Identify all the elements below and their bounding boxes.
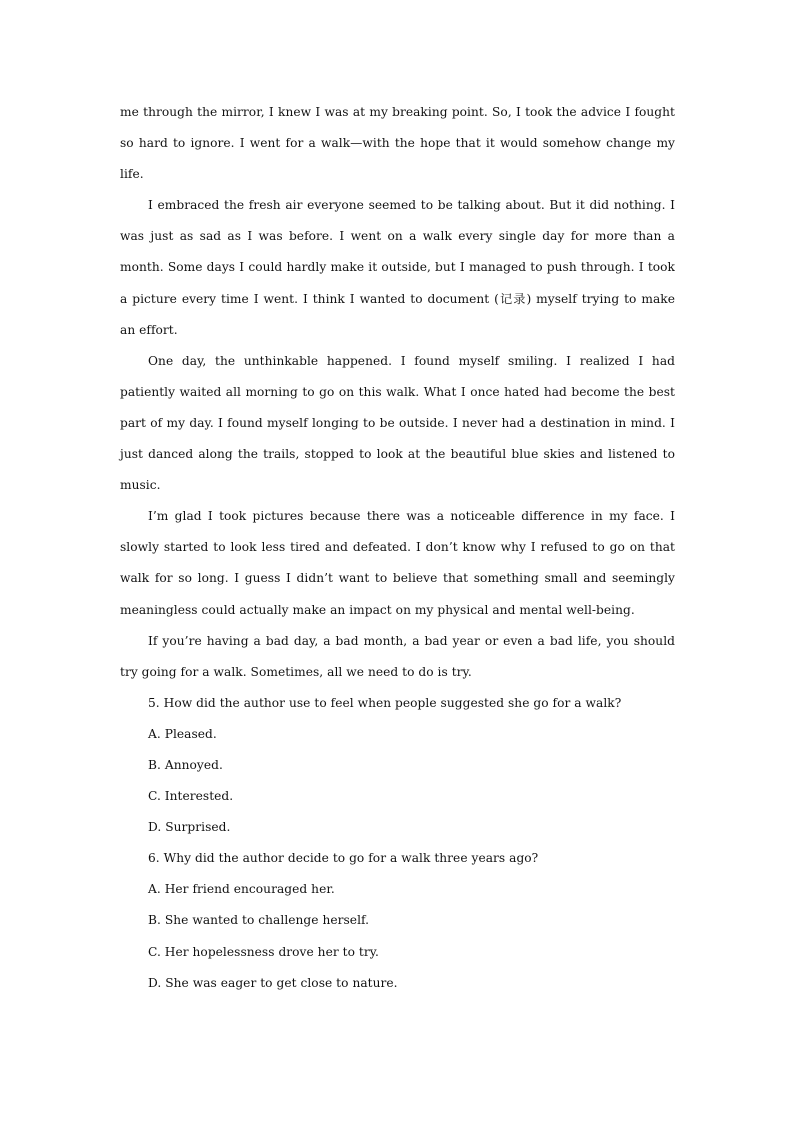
- answer-option-b: B. She wanted to challenge herself.: [148, 913, 370, 928]
- answer-option-c: C. Interested.: [148, 789, 234, 804]
- answer-option-a: A. Pleased.: [148, 726, 217, 741]
- question-stem: 5. How did the author use to feel when people suggested she go for a walk?: [148, 695, 622, 710]
- passage-paragraph: I embraced the fresh air everyone seemed to be talking about. But it did nothing. I was just as sad as I was before. I went on a walk every single day for more than a month. Some days I could hardly make it outside, but I managed to push through. I took a picture every time I went. I think I wanted to document (记录) myself trying to make an effort.: [120, 198, 675, 337]
- question-stem: 6. Why did the author decide to go for a walk three years ago?: [148, 851, 539, 866]
- answer-option-d: D. Surprised.: [148, 820, 231, 835]
- answer-option-c: C. Her hopelessness drove her to try.: [148, 944, 379, 959]
- answer-option-a: A. Her friend encouraged her.: [148, 882, 335, 897]
- passage-paragraph: One day, the unthinkable happened. I found myself smiling. I realized I had patiently waited all morning to go on this walk. What I once hated had become the best part of my day. I found myself longing to be outside. I never had a destination in mind. I just danced along the trails, stopped to look at the beautiful blue skies and listened to music.: [120, 353, 675, 493]
- passage-paragraph: I’m glad I took pictures because there was a noticeable difference in my face. I slowly started to look less tired and defeated. I don’t know why I refused to go on that walk for so long. I guess I didn’t want to believe that something small and seemingly meaningless could actually make an impact on my physical and mental well-being.: [120, 509, 675, 617]
- question-6: [120, 843, 675, 998]
- answer-option-d: D. She was eager to get close to nature.: [148, 975, 398, 990]
- document-body: [120, 97, 675, 999]
- passage-paragraph: If you’re having a bad day, a bad month, a bad year or even a bad life, you should try going for a walk. Sometimes, all we need to do is try.: [120, 633, 675, 679]
- question-5: [120, 688, 675, 843]
- answer-option-b: B. Annoyed.: [148, 757, 223, 772]
- passage-paragraph: me through the mirror, I knew I was at my breaking point. So, I took the advice I fought so hard to ignore. I went for a walk—with the hope that it would somehow change my life.: [120, 105, 675, 182]
